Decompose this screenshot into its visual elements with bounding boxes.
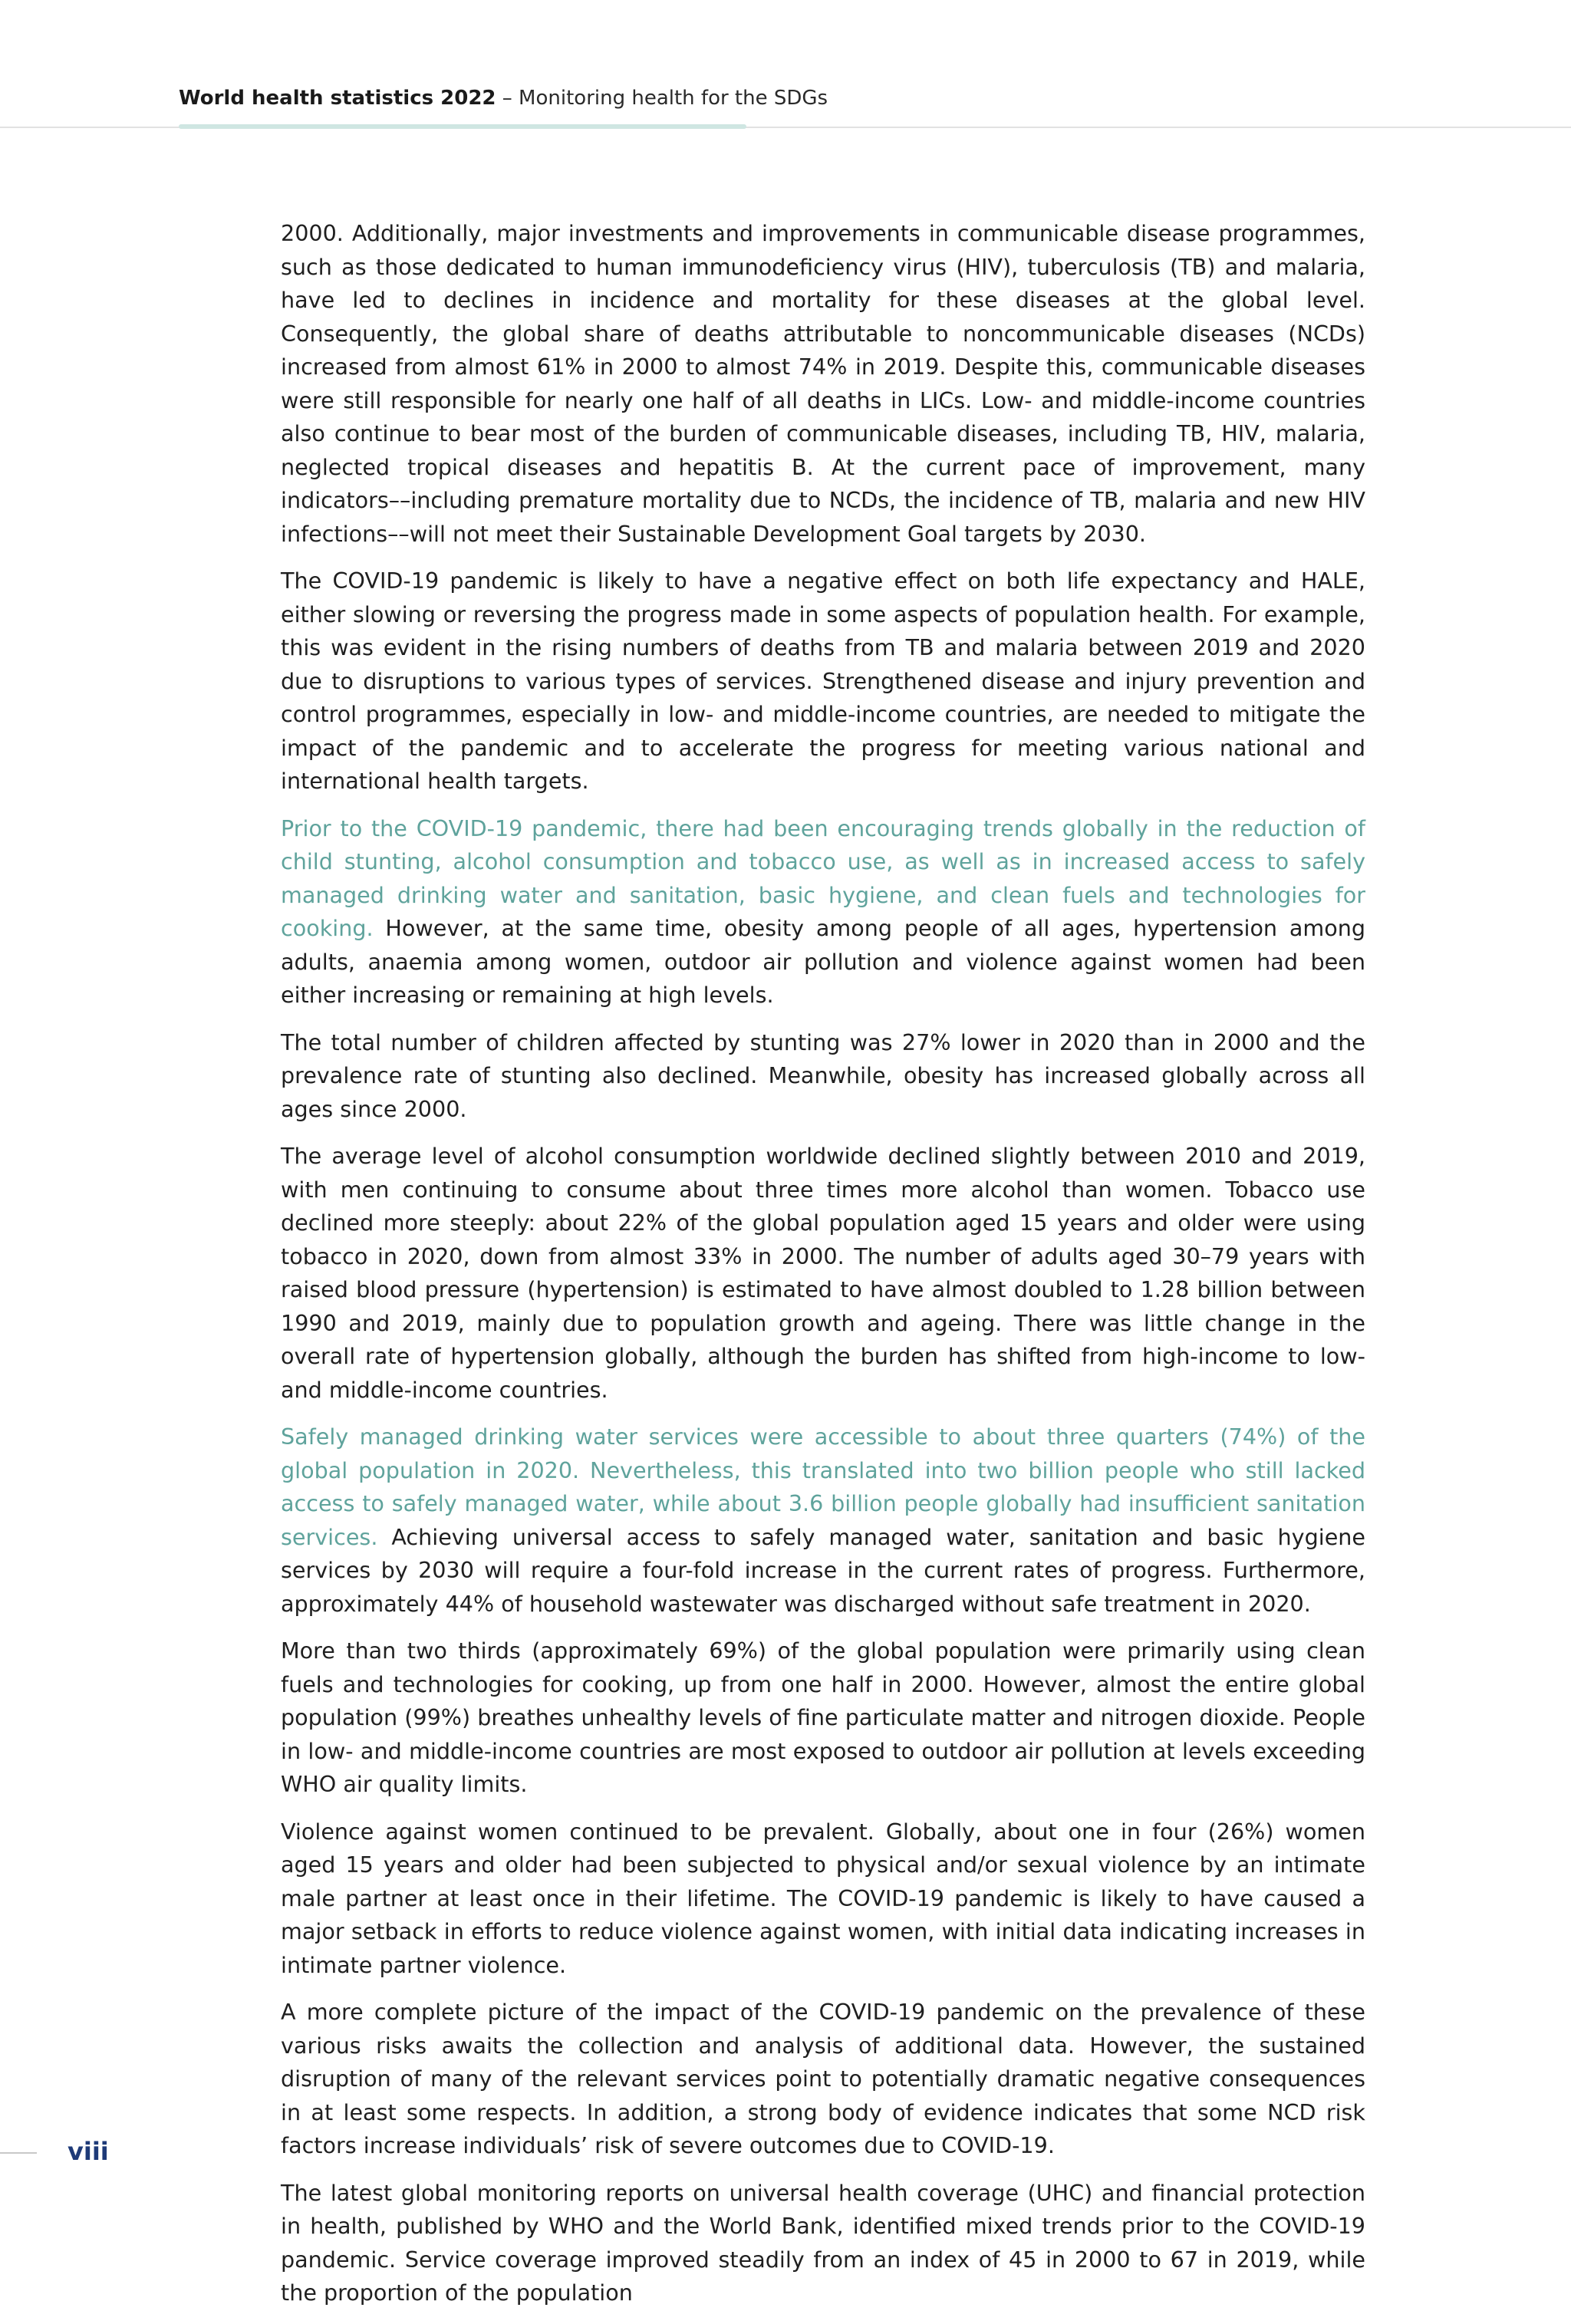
page-number: viii	[68, 2137, 109, 2166]
running-header	[179, 84, 828, 112]
paragraph-text: More than two thirds (approximately 69%) of the global population were primarily using clean fuels and technologies for cooking, up from one half in 2000. However, almost the entire global population (99%) breathes unhealthy levels of fine particulate matter and nitrogen dioxide. People in low- and middle-income countries are most exposed to outdoor air pollution at levels exceeding WHO air quality limits.	[281, 1638, 1365, 1797]
paragraph-text: Achieving universal access to safely managed water, sanitation and basic hygiene services by 2030 will require a four-fold increase in the current rates of progress. Furthermore, approximately 44% of household wastewater was discharged without safe treatment in 2020.	[281, 1523, 1365, 1617]
paragraph-2	[281, 565, 1365, 798]
body-text	[281, 217, 1365, 2324]
highlighted-text: Safely managed drinking water services were accessible to about three quarters (74%) of the global population in 2020. Nevertheless, this translated into two billion people who still lacked access to safely managed water, while about 3.6 billion people globally had insufficient sanitation services.	[281, 1424, 1365, 1550]
paragraph-text: However, at the same time, obesity among people of all ages, hypertension among adults, anaemia among women, outdoor air pollution and violence against women had been either increasing or remaining at high levels.	[281, 915, 1365, 1008]
footer-divider	[0, 2152, 37, 2154]
paragraph-text: The COVID-19 pandemic is likely to have a negative effect on both life expectancy and HALE, either slowing or reversing the progress made in some aspects of population health. For example, this was evident in the rising numbers of deaths from TB and malaria between 2019 and 2020 due to disruptions to various types of services. Strengthened disease and injury prevention and control programmes, especially in low- and middle-income countries, are needed to mitigate the impact of the pandemic and to accelerate the progress for meeting various national and international health targets.	[281, 568, 1365, 794]
paragraph-10	[281, 2177, 1365, 2310]
header-accent-bar	[179, 124, 746, 129]
paragraph-4	[281, 1026, 1365, 1127]
paragraph-3	[281, 812, 1365, 1012]
document-subtitle: Monitoring health for the SDGs	[519, 87, 828, 110]
paragraph-text: The total number of children affected by stunting was 27% lower in 2020 than in 2000 and the prevalence rate of stunting also declined. Meanwhile, obesity has increased globally across all ages since 2000.	[281, 1029, 1365, 1122]
document-title: World health statistics 2022	[179, 87, 496, 110]
paragraph-text: A more complete picture of the impact of the COVID-19 pandemic on the prevalence of these various risks awaits the collection and analysis of additional data. However, the sustained disruption of many of the relevant services point to potentially dramatic negative consequences in at least some respects. In addition, a strong body of evidence indicates that some NCD risk factors increase individuals’ risk of severe outcomes due to COVID-19.	[281, 1999, 1365, 2158]
header-separator: –	[496, 87, 519, 110]
paragraph-text: Violence against women continued to be prevalent. Globally, about one in four (26%) women aged 15 years and older had been subjected to physical and/or sexual violence by an intimate male partner at least once in their lifetime. The COVID-19 pandemic is likely to have caused a major setback in efforts to reduce violence against women, with initial data indicating increases in intimate partner violence.	[281, 1818, 1365, 1978]
paragraph-text: The latest global monitoring reports on universal health coverage (UHC) and financial protection in health, published by WHO and the World Bank, identified mixed trends prior to the COVID-19 pandemic. Service coverage improved steadily from an index of 45 in 2000 to 67 in 2019, while the proportion of the population	[281, 2179, 1365, 2306]
paragraph-1	[281, 217, 1365, 551]
paragraph-7	[281, 1634, 1365, 1802]
paragraph-text: 2000. Additionally, major investments and improvements in communicable disease programmes, such as those dedicated to human immunodeficiency virus (HIV), tuberculosis (TB) and malaria, have led to declines in incidence and mortality for these diseases at the global level. Consequently, the global share of deaths attributable to noncommunicable diseases (NCDs) increased from almost 61% in 2000 to almost 74% in 2019. Despite this, communicable diseases were still responsible for nearly one half of all deaths in LICs. Low- and middle-income countries also continue to bear most of the burden of communicable diseases, including TB, HIV, malaria, neglected tropical diseases and hepatitis B. At the current pace of improvement, many indicators––including premature mortality due to NCDs, the incidence of TB, malaria and new HIV infections––will not meet their Sustainable Development Goal targets by 2030.	[281, 220, 1365, 547]
highlighted-text: Prior to the COVID-19 pandemic, there had been encouraging trends globally in the reduction of child stunting, alcohol consumption and tobacco use, as well as in increased access to safely managed drinking water and sanitation, basic hygiene, and clean fuels and technologies for cooking.	[281, 815, 1365, 941]
paragraph-5	[281, 1140, 1365, 1407]
paragraph-6	[281, 1420, 1365, 1621]
paragraph-text: The average level of alcohol consumption worldwide declined slightly between 2010 and 2019, with men continuing to consume about three times more alcohol than women. Tobacco use declined more steeply: about 22% of the global population aged 15 years and older were using tobacco in 2020, down from almost 33% in 2000. The number of adults aged 30–79 years with raised blood pressure (hypertension) is estimated to have almost doubled to 1.28 billion between 1990 and 2019, mainly due to population growth and ageing. There was little change in the overall rate of hypertension globally, although the burden has shifted from high-income to low- and middle-income countries.	[281, 1143, 1365, 1403]
paragraph-9	[281, 1996, 1365, 2163]
paragraph-8	[281, 1815, 1365, 1983]
